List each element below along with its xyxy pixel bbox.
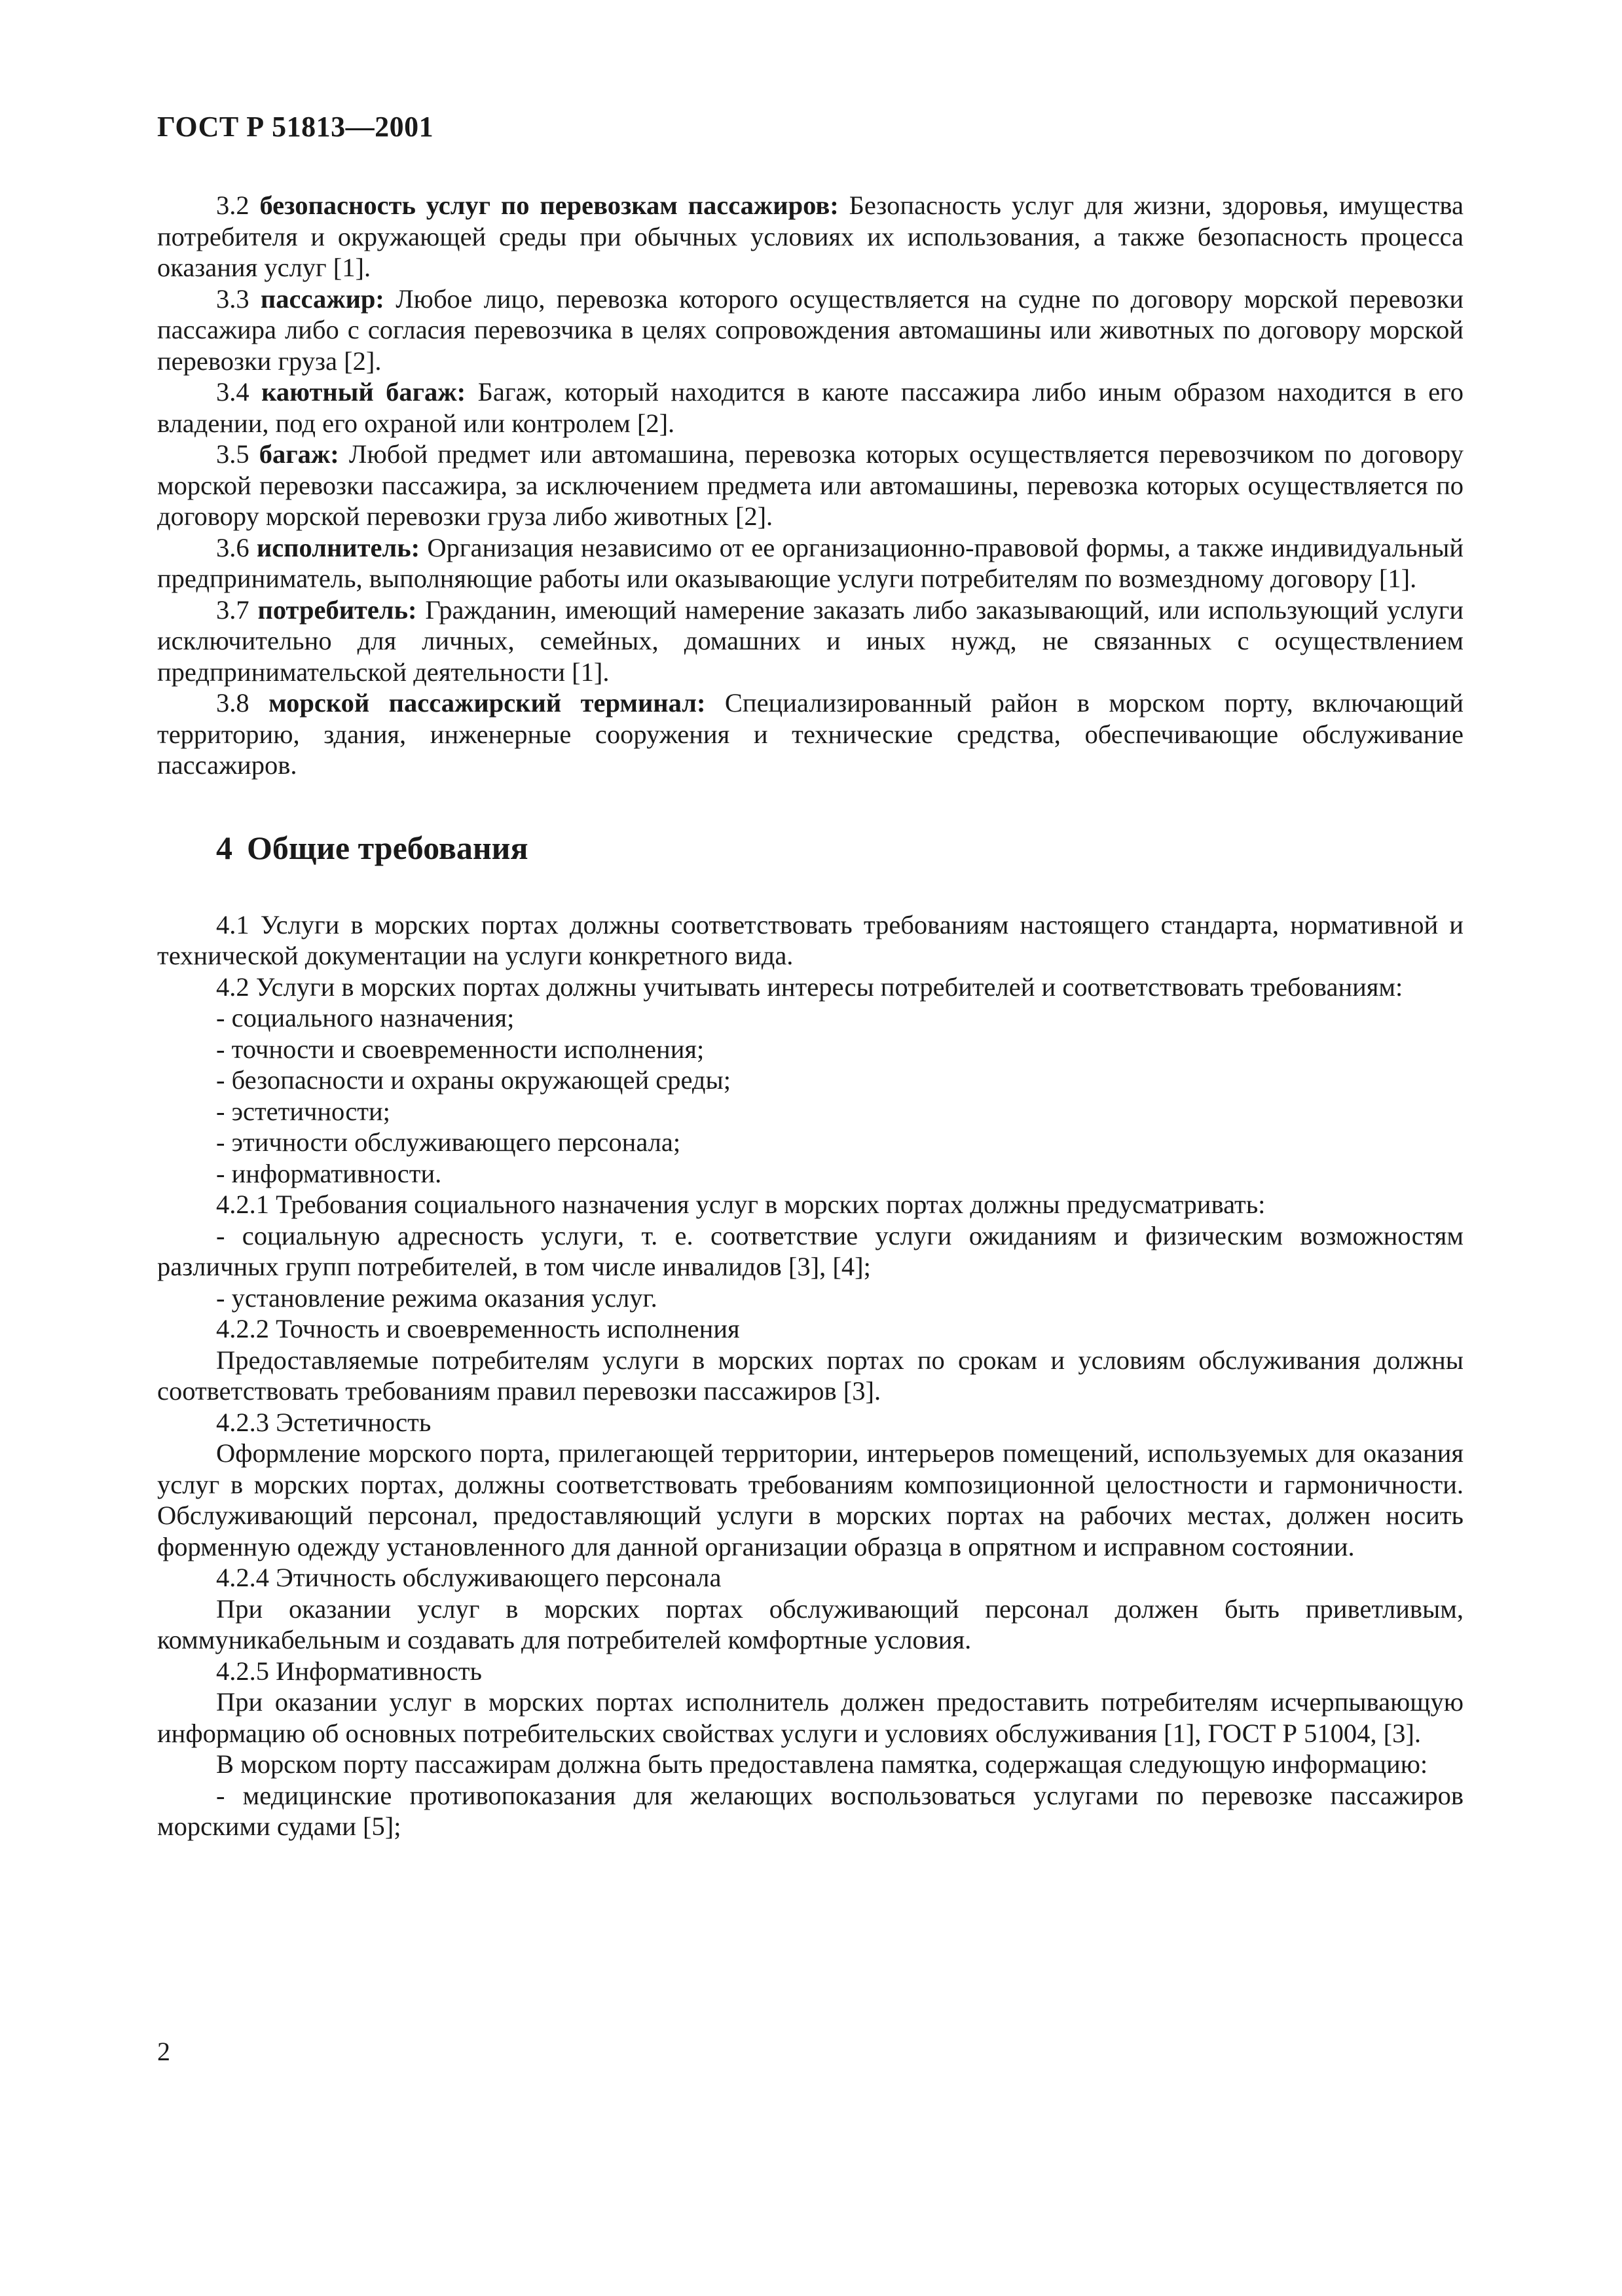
list-item: - информативности. [216, 1158, 442, 1188]
definition-term: багаж: [259, 439, 339, 469]
definition-term: морской пассажирский терминал: [268, 688, 706, 718]
definition-3-7: 3.7 потребитель: Гражданин, имеющий намерение заказать либо заказывающий, или использующий услуги исключительно для личных, семейных, домашних и иных нужд, не связанных с осуществлением предпринимательской деятельности [1]. [157, 594, 1464, 687]
definition-term: безопасность услуг по перевозкам пассажиров: [259, 191, 839, 220]
definition-3-4: 3.4 каютный багаж: Багаж, который находится в каюте пассажира либо иным образом находится в его владении, под его охраной или контролем [2]. [157, 377, 1464, 438]
subsection-heading-4-2-4: 4.2.4 Этичность обслуживающего персонала [216, 1563, 722, 1592]
definition-term: потребитель: [257, 594, 417, 625]
page-content [157, 190, 1464, 1842]
list-item: - этичности обслуживающего персонала; [216, 1127, 681, 1157]
list-item: - социального назначения; [216, 1003, 515, 1032]
paragraph: Предоставляемые потребителям услуги в морских портах по срокам и условиям обслуживания должны соответствовать требованиям правил перевозки пассажиров [3]. [157, 1345, 1464, 1406]
paragraph: Оформление морского порта, прилегающей территории, интерьеров помещений, используемых для оказания услуг в морских портах, должны соответствовать требованиям композиционной целостности и гармоничности. Обслуживающий персонал, предоставляющий услуги в морских портах на рабочих местах, должен носить форменную одежду установленного для данной организации образца в опрятном и исправном состоянии. [157, 1438, 1464, 1561]
document-header: ГОСТ Р 51813—2001 [157, 111, 434, 143]
subsection-heading-4-2-3: 4.2.3 Эстетичность [216, 1407, 432, 1437]
list-item: - эстетичности; [216, 1096, 390, 1126]
list-item: - медицинские противопоказания для желающих воспользоваться услугами по перевозке пассажиров морскими судами [5]; [157, 1780, 1464, 1841]
paragraph: При оказании услуг в морских портах обслуживающий персонал должен быть приветливым, коммуникабельным и создавать для потребителей комфортные условия. [157, 1594, 1464, 1654]
list-item: - точности и своевременности исполнения; [216, 1034, 705, 1064]
paragraph: В морском порту пассажирам должна быть предоставлена памятка, содержащая следующую информацию: [216, 1749, 1428, 1779]
paragraph-4-1: 4.1 Услуги в морских портах должны соответствовать требованиям настоящего стандарта, нормативной и технической документации на услуги конкретного вида. [157, 909, 1464, 970]
section-heading: 4 Общие требования [216, 829, 528, 866]
list-item: - безопасности и охраны окружающей среды; [216, 1065, 731, 1095]
definition-3-8: 3.8 морской пассажирский терминал: Специализированный район в морском порту, включающий территорию, здания, инженерные сооружения и технические средства, обеспечивающие обслуживание пассажиров. [157, 688, 1464, 780]
definition-term: исполнитель: [256, 532, 420, 562]
definition-3-3: 3.3 пассажир: Любое лицо, перевозка которого осуществляется на судне по договору морской перевозки пассажира либо с согласия перевозчика в целях сопровождения автомашины или животных по договору морской перевозки груза [2]. [157, 283, 1464, 376]
definition-3-6: 3.6 исполнитель: Организация независимо от ее организационно-правовой формы, а также индивидуальный предприниматель, выполняющие работы или оказывающие услуги потребителям по возмездному договору [1]. [157, 532, 1464, 593]
definition-3-5: 3.5 багаж: Любой предмет или автомашина, перевозка которых осуществляется перевозчиком по договору морской перевозки пассажира, за исключением предмета или автомашины, перевозка которых осуществляется по договору морской перевозки груза либо животных [2]. [157, 439, 1464, 531]
page-number: 2 [157, 2037, 170, 2066]
paragraph: При оказании услуг в морских портах исполнитель должен предоставить потребителям исчерпывающую информацию об основных потребительских свойствах услуги и условиях обслуживания [1], ГОСТ Р 51004, [3]. [157, 1687, 1464, 1748]
list-item: - установление режима оказания услуг. [216, 1283, 657, 1313]
subsection-heading-4-2-2: 4.2.2 Точность и своевременность исполнения [216, 1314, 740, 1343]
paragraph-4-2: 4.2 Услуги в морских портах должны учитывать интересы потребителей и соответствовать требованиям: [216, 972, 1403, 1002]
definition-term: каютный багаж: [261, 377, 466, 407]
paragraph-4-2-1: 4.2.1 Требования социального назначения услуг в морских портах должны предусматривать: [216, 1190, 1266, 1219]
subsection-heading-4-2-5: 4.2.5 Информативность [216, 1656, 483, 1686]
list-item: - социальную адресность услуги, т. е. соответствие услуги ожиданиям и физическим возможностям различных групп потребителей, в том числе инвалидов [3], [4]; [157, 1220, 1464, 1281]
definition-term: пассажир: [260, 283, 384, 314]
definition-3-2: 3.2 безопасность услуг по перевозкам пассажиров: Безопасность услуг для жизни, здоровья, имущества потребителя и окружающей среды при обычных условиях их использования, а также безопасность процесса оказания услуг [1]. [157, 191, 1464, 282]
